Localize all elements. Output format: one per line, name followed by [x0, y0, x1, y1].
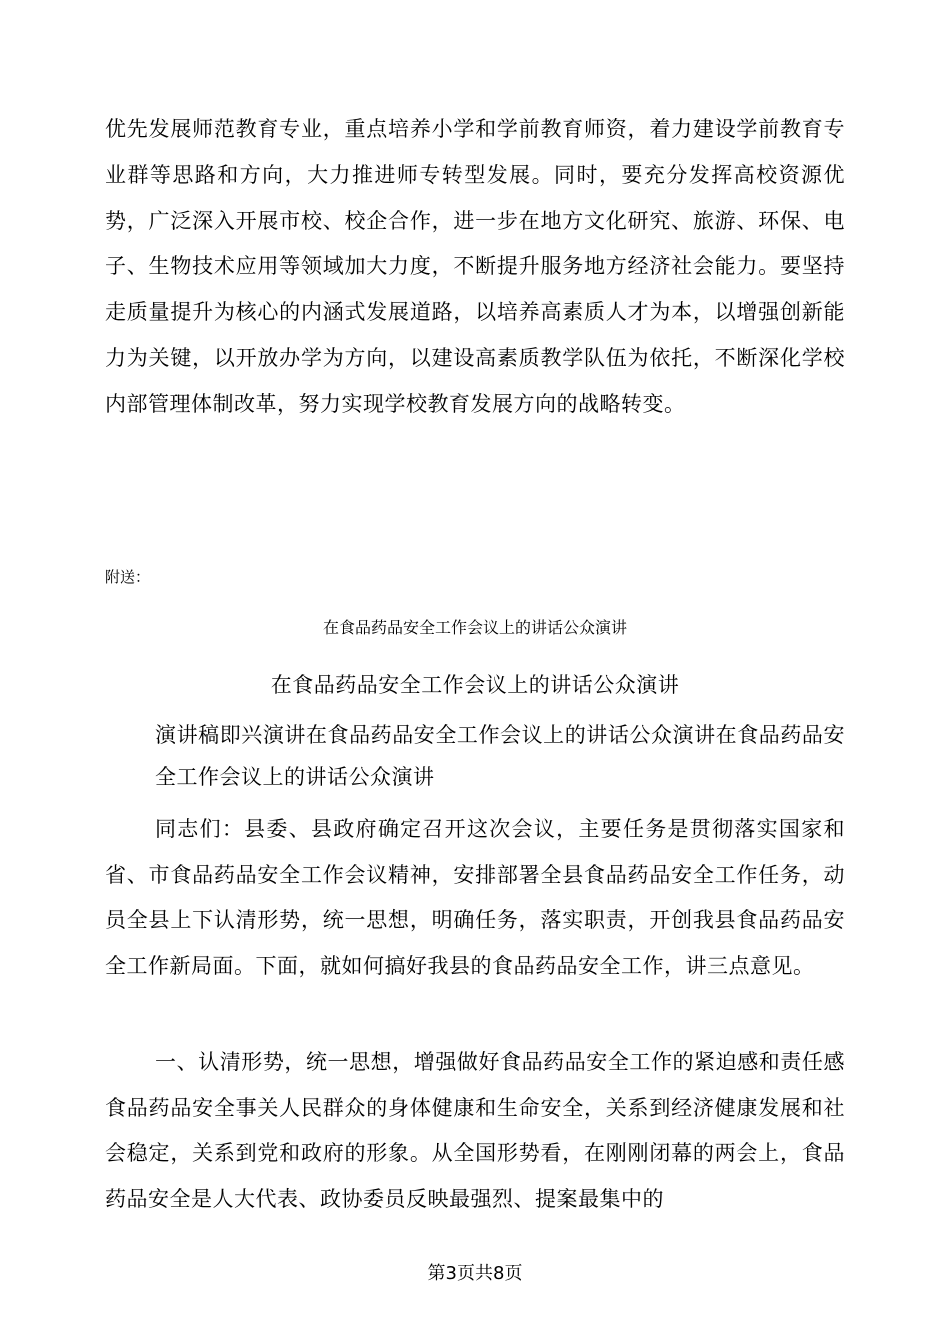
paragraph-text: 一、认清形势，统一思想，增强做好食品药品安全工作的紧迫感和责任感食品药品安全事关人民群众的身体健康和生命安全，关系到经济健康发展和社会稳定，关系到党和政府的形象。从全国形势看，在刚刚闭幕的两会上，食品药品安全是人大代表、政协委员反映最强烈、提案最集中的 — [105, 1050, 845, 1211]
document-main-title: 在食品药品安全工作会议上的讲话公众演讲 — [270, 673, 680, 697]
greeting-paragraph — [105, 807, 845, 989]
paragraph-text: 演讲稿即兴演讲在食品药品安全工作会议上的讲话公众演讲在食品药品安全工作会议上的讲话公众演讲 — [155, 723, 845, 789]
section-one-paragraph — [105, 1040, 845, 1222]
body-paragraph-top — [105, 107, 845, 428]
document-small-title: 在食品药品安全工作会议上的讲话公众演讲 — [322, 618, 627, 637]
page-footer: 第3页共8页 — [427, 1263, 523, 1284]
paragraph-text: 优先发展师范教育专业，重点培养小学和学前教育师资，着力建设学前教育专业群等思路和方向，大力推进师专转型发展。同时，要充分发挥高校资源优势，广泛深入开展市校、校企合作，进一步在地方文化研究、旅游、环保、电子、生物技术应用等领域加大力度，不断提升服务地方经济社会能力。要坚持走质量提升为核心的内涵式发展道路，以培养高素质人才为本，以增强创新能力为关键，以开放办学为方向，以建设高素质教学队伍为依托，不断深化学校内部管理体制改革，努力实现学校教育发展方向的战略转变。 — [105, 117, 845, 416]
attachment-label: 附送： — [105, 568, 151, 586]
paragraph-text: 同志们：县委、县政府确定召开这次会议，主要任务是贯彻落实国家和省、市食品药品安全工作会议精神，安排部署全县食品药品安全工作任务，动员全县上下认清形势，统一思想，明确任务，落实职责，开创我县食品药品安全工作新局面。下面，就如何搞好我县的食品药品安全工作，讲三点意见。 — [105, 817, 845, 978]
subtitle-paragraph — [155, 714, 845, 798]
